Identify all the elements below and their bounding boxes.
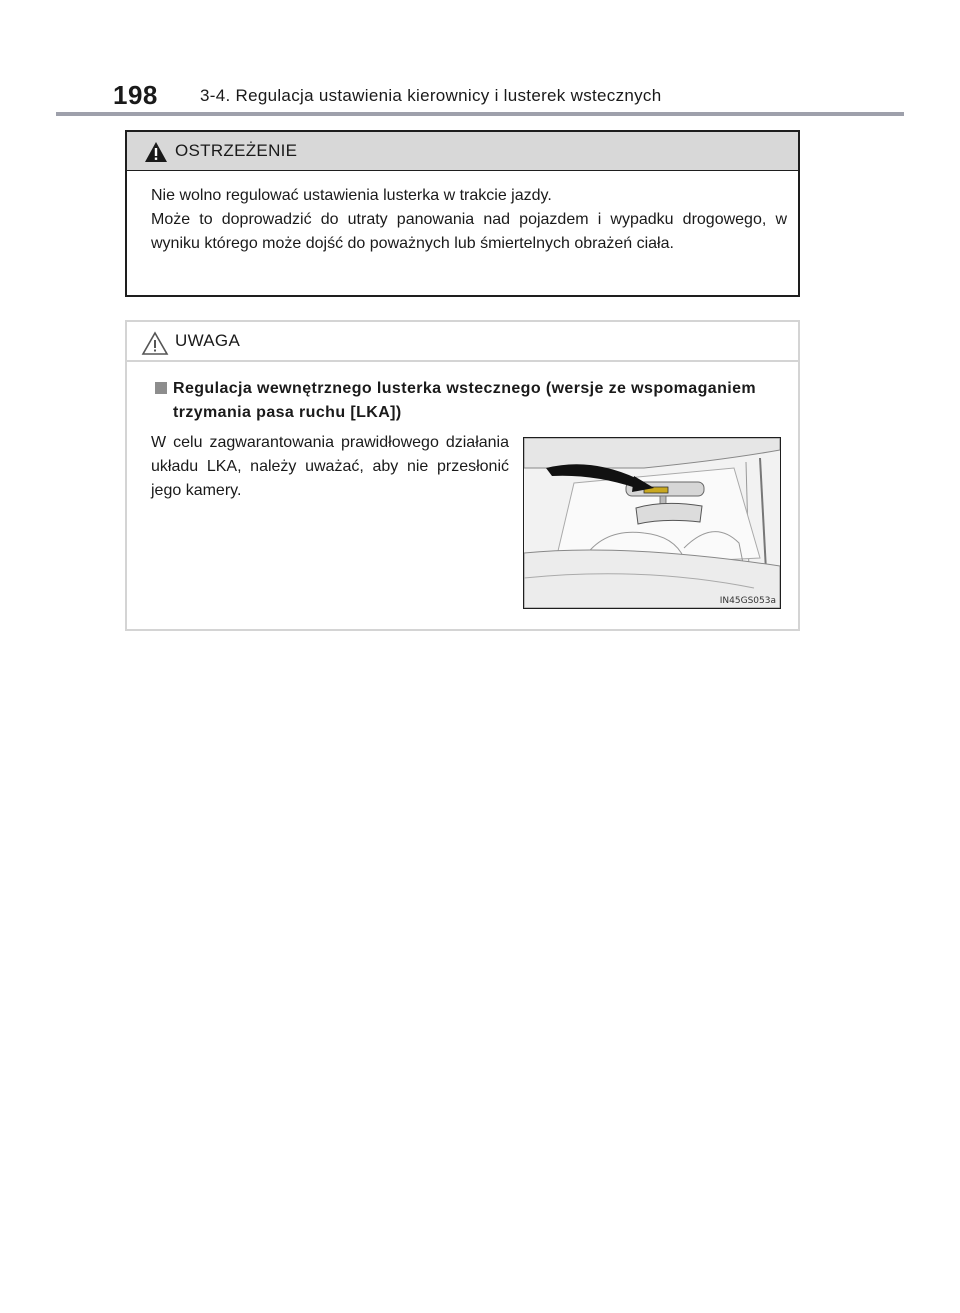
- figure-code: IN45GS053a: [719, 596, 776, 606]
- chapter-title: 3-4. Regulacja ustawienia kierownicy i lusterek wstecznych: [200, 86, 662, 105]
- caution-heading-text: Regulacja wewnętrznego lusterka wstecznego (wersje ze wspomaganiem trzymania pasa ruchu [LKA]): [173, 380, 757, 421]
- warning-triangle-icon: [144, 141, 168, 163]
- header-divider: [56, 112, 904, 116]
- caution-title: UWAGA: [175, 331, 241, 350]
- caution-header: [127, 322, 798, 362]
- caution-body: W celu zagwarantowania prawidłowego działania układu LKA, należy uważać, aby nie przesłonić jego kamery.: [151, 434, 509, 499]
- warning-title: OSTRZEŻENIE: [175, 141, 298, 160]
- page-number: 198: [113, 80, 158, 110]
- warning-header: [127, 132, 798, 171]
- windshield-camera-illustration: [523, 437, 781, 609]
- square-bullet-icon: [155, 382, 167, 394]
- caution-triangle-icon: [141, 331, 169, 356]
- page-header: [0, 0, 960, 120]
- warning-line: Nie wolno regulować ustawienia lusterka w trakcie jazdy.: [151, 187, 552, 204]
- caution-heading: [155, 377, 787, 425]
- car-interior-drawing: [524, 438, 780, 608]
- warning-text: [151, 184, 787, 256]
- warning-line: Może to doprowadzić do utraty panowania nad pojazdem i wypadku drogowego, w wyniku którego może dojść do poważnych lub śmiertelnych obrażeń ciała.: [151, 211, 787, 252]
- caution-box: [125, 320, 800, 631]
- warning-box: [125, 130, 800, 297]
